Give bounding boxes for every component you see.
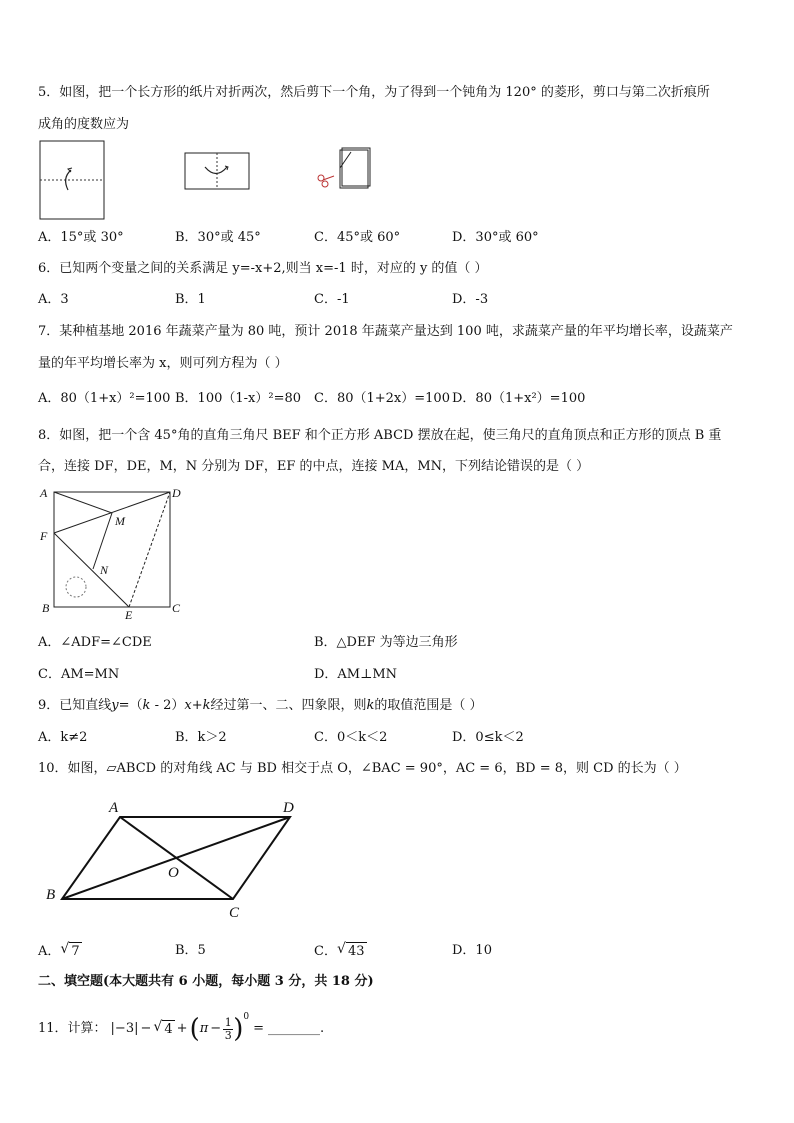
q7-option-b: B．100（1-x）²=80 — [175, 391, 302, 406]
q8-label-b: B — [42, 601, 50, 615]
q6-option-c: C．-1 — [314, 292, 350, 307]
q8-option-d: D．AM⊥MN — [314, 667, 398, 682]
q10-label-b: B — [46, 887, 56, 903]
q8-label-m: M — [115, 514, 125, 528]
q5-text-line1: 5．如图，把一个长方形的纸片对折两次，然后剪下一个角，为了得到一个钝角为 120° 的菱形，剪口与第二次折痕所 — [38, 85, 710, 100]
q7-text-line1: 7．某种植基地 2016 年蔬菜产量为 80 吨，预计 2018 年蔬菜产量达到 100 吨，求蔬菜产量的年平均增长率，设蔬菜产 — [38, 324, 733, 339]
q10-option-b: B．5 — [175, 943, 206, 958]
q5-option-a: A．15°或 30° — [38, 230, 124, 245]
q10-label-d: D — [283, 800, 294, 816]
q10-option-c: C． √ 43 — [314, 941, 365, 959]
q9-option-c: C．0＜k＜2 — [314, 730, 388, 745]
q6-option-d: D．-3 — [452, 292, 489, 307]
q10-option-a: A． √ 7 — [38, 941, 80, 959]
q7-option-d: D．80（1+x²）=100 — [452, 391, 586, 406]
q9-option-a: A．k≠2 — [38, 730, 88, 745]
q8-label-c: C — [172, 601, 181, 615]
q5-option-c: C．45°或 60° — [314, 230, 401, 245]
q8-option-a: A．∠ADF=∠CDE — [38, 635, 152, 650]
section2-title: 二、填空题(本大题共有 6 小题，每小题 3 分，共 18 分) — [38, 974, 374, 989]
q6-option-b: B．1 — [175, 292, 206, 307]
q5-option-d: D．30°或 60° — [452, 230, 539, 245]
q10-parallelogram-figure — [40, 795, 310, 923]
q8-label-e: E — [125, 608, 133, 622]
q8-square-figure — [38, 482, 198, 622]
q8-label-a: A — [40, 486, 48, 500]
q10-text: 10．如图，▱ABCD 的对角线 AC 与 BD 相交于点 O，∠BAC = 90°，AC = 6，BD = 8，则 CD 的长为（ ） — [38, 761, 687, 776]
q10-label-c: C — [229, 905, 240, 921]
q6-option-a: A．3 — [38, 292, 69, 307]
q8-label-n: N — [100, 563, 109, 577]
q10-label-a: A — [109, 800, 119, 816]
q8-option-b: B．△DEF 为等边三角形 — [314, 635, 458, 650]
q9-text: 9．已知直线y=（k - 2）x+k经过第一、二、四象限，则k的取值范围是（ ） — [38, 698, 483, 713]
q10-label-o: O — [168, 865, 179, 881]
q7-text-line2: 量的年平均增长率为 x，则可列方程为（ ） — [38, 356, 288, 371]
q8-text-line2: 合，连接 DF，DE，M，N 分别为 DF，EF 的中点，连接 MA，MN，下列结论错误的是（ ） — [38, 459, 590, 474]
q8-text-line1: 8．如图，把一个含 45°角的直角三角尺 BEF 和个正方形 ABCD 摆放在起，使三角尺的直角顶点和正方形的顶点 B 重 — [38, 428, 722, 443]
q8-label-f: F — [40, 529, 48, 543]
q11-text: 11．计算： |−3| − √ 4 + ( π − 1 3 ) 0 = ________ . — [38, 1012, 325, 1044]
q5-folding-figures — [38, 140, 378, 222]
q10-option-d: D．10 — [452, 943, 492, 958]
q5-text-line2: 成角的度数应为 — [38, 117, 130, 132]
q6-text: 6．已知两个变量之间的关系满足 y=-x+2,则当 x=-1 时，对应的 y 的值（ ） — [38, 261, 488, 276]
q9-option-d: D．0≤k＜2 — [452, 730, 524, 745]
q7-option-c: C．80（1+2x）=100 — [314, 391, 450, 406]
q5-option-b: B．30°或 45° — [175, 230, 261, 245]
q8-label-d: D — [172, 486, 181, 500]
q7-option-a: A．80（1+x）²=100 — [38, 391, 171, 406]
q9-option-b: B．k＞2 — [175, 730, 227, 745]
q8-option-c: C．AM=MN — [38, 667, 120, 682]
